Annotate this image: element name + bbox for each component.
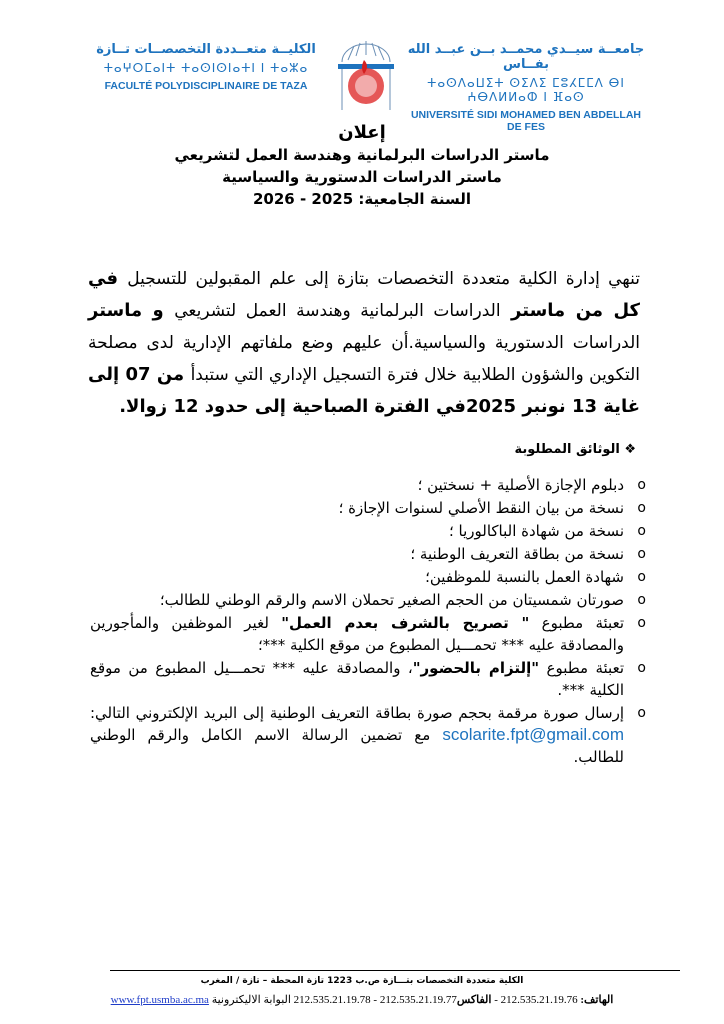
list-item: [90, 612, 650, 656]
required-documents-title: ❖ الوثائق المطلوبة: [514, 442, 636, 457]
intro-text-bold: في: [435, 396, 466, 417]
phone-label: الهاتف:: [580, 994, 614, 1006]
fax-number: 212.535.21.19.77 - 212.535.21.19.78: [293, 994, 457, 1006]
faculty-name-fr: FACULTÉ POLYDISCIPLINAIRE DE TAZA: [104, 80, 308, 92]
footer-divider: [110, 970, 680, 971]
footer-contacts: [0, 993, 724, 1006]
intro-text: الدراسات الدستورية والسياسية.أن عليهم وضع ملفاتهم الإدارية لدى مصلحة التكوين والشؤون الطلابية خلال فترة التسجيل الإداري التي ستبدأ: [88, 333, 641, 385]
list-item: [90, 702, 650, 768]
master-title-2: ماستر الدراسات الدستورية والسياسية: [222, 168, 502, 186]
intro-text: تنهي إدارة الكلية متعددة التخصصات بتازة إلى علم المقبولين للتسجيل: [127, 269, 640, 289]
faculty-name-tifinagh: ⵜⴰⵖⵔⵎⴰⵏⵜ ⵜⴰⵙⵏⵙⵏⴰⵜⵏ ⵏ ⵜⴰⵣⴰ: [103, 61, 309, 75]
intro-text: الدراسات البرلمانية وهندسة العمل لتشريعي: [174, 301, 501, 321]
required-documents-list: [90, 474, 650, 769]
announcement-titles: [0, 122, 724, 210]
footer-address: الكلية متعددة التخصصات بتـــازة ص.ب 1223 تازة المحطة – تازة / المغرب: [200, 976, 524, 986]
item-text: ، والمصادقة عليه *** تحمـــيل المطبوع من موقع الكلية ***.: [90, 659, 624, 699]
form-name: " تصريح بالشرف بعدم العمل": [281, 614, 530, 632]
list-item: o شهادة العمل بالنسبة للموظفين؛: [90, 566, 650, 588]
university-logo-icon: [334, 40, 398, 112]
list-item: o نسخة من بيان النقط الأصلي لسنوات الإجازة ؛: [90, 497, 650, 519]
registration-dates: من 07 إلى غاية 13 نونبر 2025: [88, 364, 640, 417]
phone-number: 212.535.21.19.76 -: [494, 994, 578, 1006]
email-address[interactable]: scolarite.fpt@gmail.com: [442, 725, 624, 744]
item-text: مع تضمين الرسالة الاسم الكامل والرقم الوطني للطالب.: [90, 726, 624, 766]
faculty-name-ar: الكليــة متعــددة التخصصــات تــازة: [96, 42, 316, 57]
form-name: "إلتزام بالحضور": [412, 659, 540, 677]
academic-year: السنة الجامعية: 2025 - 2026: [252, 190, 472, 208]
list-item: o صورتان شمسيتان من الحجم الصغير تحملان الاسم والرقم الوطني للطالب؛: [90, 589, 650, 611]
list-item: o نسخة من بطاقة التعريف الوطنية ؛: [90, 543, 650, 565]
item-text: تعبئة مطبوع: [541, 614, 624, 632]
list-item: o دبلوم الإجازة الأصلية + نسختين ؛: [90, 474, 650, 496]
item-text: لغير الموظفين والمأجورين والمصادقة عليه *** تحمـــيل المطبوع من موقع الكلية ***؛: [90, 614, 624, 654]
intro-text-bold: ماستر: [511, 300, 566, 321]
item-text: تعبئة مطبوع: [546, 659, 624, 677]
intro-text-bold: في كل من: [88, 268, 640, 321]
university-name-ar: جامعــة سيــدي محمــد بــن عبــد الله بفــاس: [407, 42, 645, 72]
fax-label: الفاكس: [456, 994, 492, 1006]
intro-text-bold: و ماستر: [88, 300, 164, 321]
registration-hours: الفترة الصباحية إلى حدود 12 زوالا.: [119, 396, 430, 417]
item-text: إرسال صورة مرقمة بحجم صورة بطاقة التعريف الوطنية إلى البريد الإلكتروني التالي:: [90, 704, 624, 722]
announcement-heading: إعلان: [338, 122, 386, 143]
university-name-fr: UNIVERSITÉ SIDI MOHAMED BEN ABDELLAH DE FES: [410, 109, 642, 133]
announcement-body: [88, 262, 640, 422]
master-title-1: ماستر الدراسات البرلمانية وهندسة العمل لتشريعي: [174, 146, 550, 164]
university-header: [406, 42, 646, 133]
list-item: o نسخة من شهادة الباكالوريا ؛: [90, 520, 650, 542]
university-name-tifinagh: ⵜⴰⵙⴷⴰⵡⵉⵜ ⵙⵉⴷⵉ ⵎⵓⵃⵎⵎⴷ ⴱⵏ ⵄⴱⴷⵍⵍⴰⵀ ⵏ ⴼⴰⵙ: [427, 76, 625, 104]
faculty-header: [86, 42, 326, 92]
list-item: [90, 657, 650, 701]
website-link[interactable]: www.fpt.usmba.ac.ma: [110, 994, 209, 1006]
portal-label: البوابة الاليكترونية: [211, 994, 291, 1006]
